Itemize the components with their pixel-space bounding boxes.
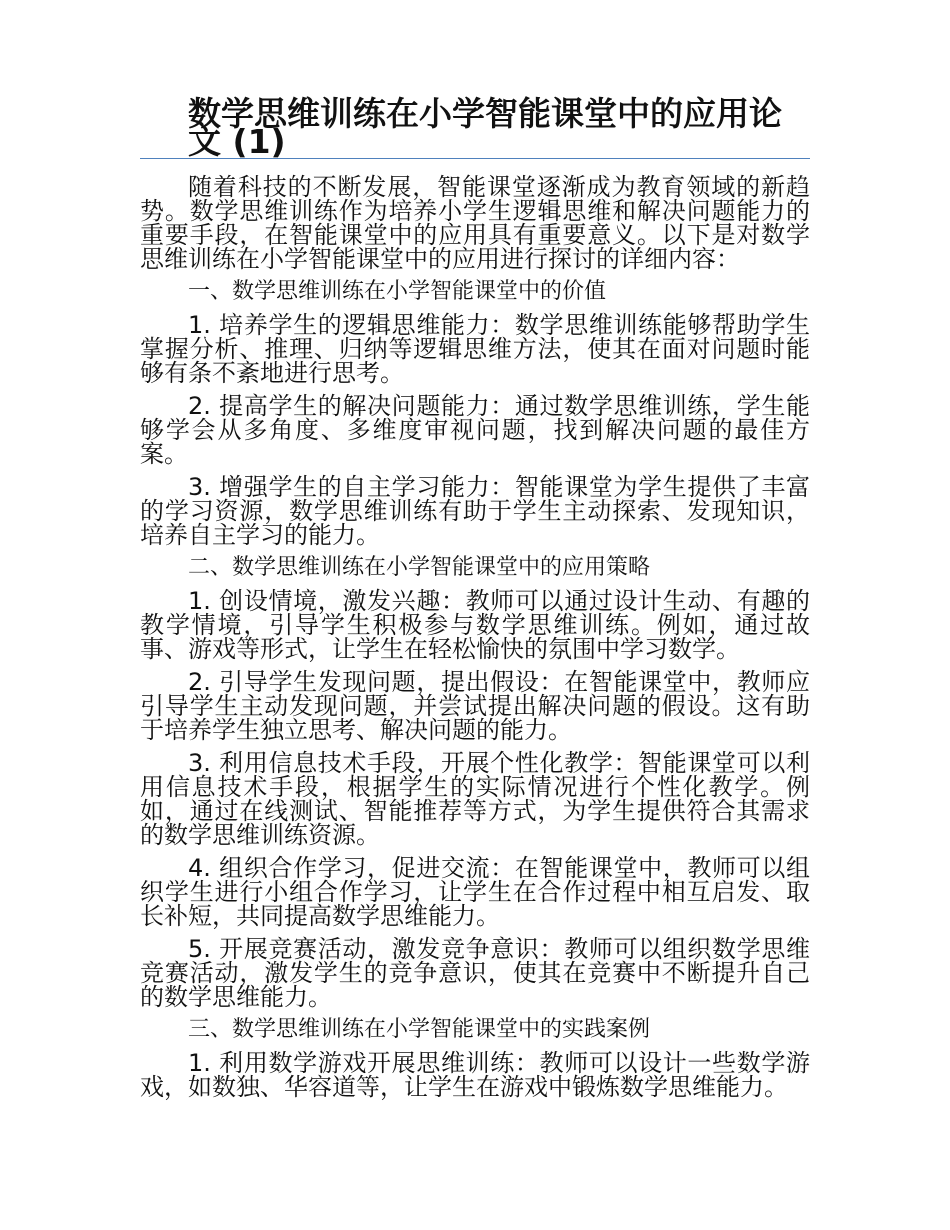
section-heading-value: 一、数学思维训练在小学智能课堂中的价值 (188, 279, 607, 304)
value-item-1: 1. 培养学生的逻辑思维能力：数学思维训练能够帮助学生掌握分析、推理、归纳等逻辑思维方法，使其在面对问题时能够有条不紊地进行思考。 (140, 311, 810, 387)
document-page (140, 94, 810, 1108)
strategy-item-4: 4. 组织合作学习，促进交流：在智能课堂中，教师可以组织学生进行小组合作学习，让学生在合作过程中相互启发、取长补短，共同提高数学思维能力。 (140, 854, 810, 930)
document-body (140, 175, 810, 1099)
section-heading-strategy: 二、数学思维训练在小学智能课堂中的应用策略 (188, 555, 651, 580)
strategy-item-1: 1. 创设情境，激发兴趣：教师可以通过设计生动、有趣的教学情境，引导学生积极参与数学思维训练。例如，通过故事、游戏等形式，让学生在轻松愉快的氛围中学习数学。 (140, 587, 810, 663)
value-item-3: 3. 增强学生的自主学习能力：智能课堂为学生提供了丰富的学习资源，数学思维训练有助于学生主动探索、发现知识，培养自主学习的能力。 (140, 473, 810, 549)
document-title: 数学思维训练在小学智能课堂中的应用论文 (1) (188, 94, 782, 161)
section-heading-cases: 三、数学思维训练在小学智能课堂中的实践案例 (188, 1017, 651, 1042)
strategy-item-5: 5. 开展竞赛活动，激发竞争意识：教师可以组织数学思维竞赛活动，激发学生的竞争意识，使其在竞赛中不断提升自己的数学思维能力。 (140, 935, 810, 1011)
case-item-1: 1. 利用数学游戏开展思维训练：教师可以设计一些数学游戏，如数独、华容道等，让学生在游戏中锻炼数学思维能力。 (140, 1049, 810, 1101)
intro-paragraph: 随着科技的不断发展，智能课堂逐渐成为教育领域的新趋势。数学思维训练作为培养小学生逻辑思维和解决问题能力的重要手段，在智能课堂中的应用具有重要意义。以下是对数学思维训练在小学智能课堂中的应用进行探讨的详细内容： (140, 173, 810, 273)
strategy-item-3: 3. 利用信息技术手段，开展个性化教学：智能课堂可以利用信息技术手段，根据学生的实际情况进行个性化教学。例如，通过在线测试、智能推荐等方式，为学生提供符合其需求的数学思维训练资源。 (140, 749, 810, 849)
strategy-item-2: 2. 引导学生发现问题，提出假设：在智能课堂中，教师应引导学生主动发现问题，并尝试提出解决问题的假设。这有助于培养学生独立思考、解决问题的能力。 (140, 668, 810, 744)
value-item-2: 2. 提高学生的解决问题能力：通过数学思维训练，学生能够学会从多角度、多维度审视问题，找到解决问题的最佳方案。 (140, 392, 810, 468)
